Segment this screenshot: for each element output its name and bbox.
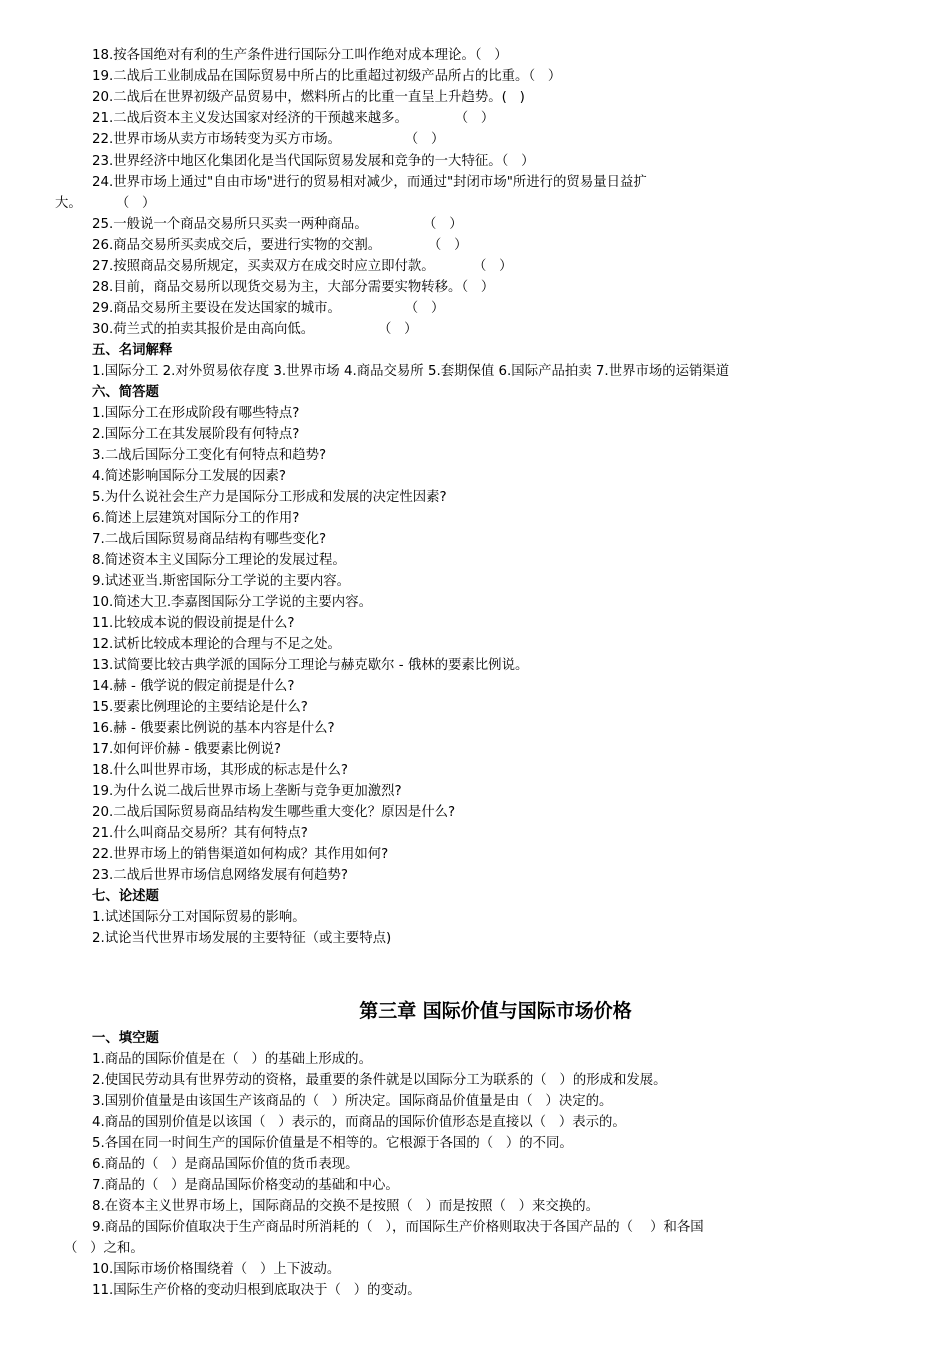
judgment-item-24-continuation: 大。 （ ） xyxy=(55,196,156,211)
judgment-item-25: 25.一般说一个商品交易所只买卖一两种商品。 （ ） xyxy=(92,217,463,232)
judgment-item-28: 28.目前，商品交易所以现货交易为主，大部分需要实物转移。（ ） xyxy=(92,280,495,295)
judgment-item-24: 24.世界市场上通过"自由市场"进行的贸易相对减少，而通过"封闭市场"所进行的贸易量日益扩 xyxy=(92,175,647,190)
section-heading-essay: 七、论述题 xyxy=(92,889,159,904)
fill-blank-item: 9.商品的国际价值取决于生产商品时所消耗的（ ），而国际生产价格则取决于各国产品的（ ）和各国 xyxy=(92,1220,704,1235)
judgment-item-22: 22.世界市场从卖方市场转变为买方市场。 （ ） xyxy=(92,132,445,147)
fill-blank-item: 7.商品的（ ）是商品国际价格变动的基础和中心。 xyxy=(92,1178,399,1193)
fill-blank-item: 2.使国民劳动具有世界劳动的资格，最重要的条件就是以国际分工为联系的（ ）的形成和发展。 xyxy=(92,1073,667,1088)
short-answer-question: 4.简述影响国际分工发展的因素? xyxy=(92,469,286,484)
short-answer-question: 20.二战后国际贸易商品结构发生哪些重大变化？原因是什么? xyxy=(92,805,456,820)
judgment-item-26: 26.商品交易所买卖成交后，要进行实物的交割。 （ ） xyxy=(92,238,468,253)
essay-question: 2.试论当代世界市场发展的主要特征（或主要特点) xyxy=(92,931,392,946)
judgment-item-18: 18.按各国绝对有利的生产条件进行国际分工叫作绝对成本理论。（ ） xyxy=(92,48,508,63)
short-answer-question: 14.赫 - 俄学说的假定前提是什么? xyxy=(92,679,295,694)
term-list: 1.国际分工 2.对外贸易依存度 3.世界市场 4.商品交易所 5.套期保值 6.国际产品拍卖 7.世界市场的运销渠道 xyxy=(92,364,730,379)
short-answer-question: 5.为什么说社会生产力是国际分工形成和发展的决定性因素? xyxy=(92,490,447,505)
fill-blank-item: 6.商品的（ ）是商品国际价值的货币表现。 xyxy=(92,1157,359,1172)
short-answer-question: 7.二战后国际贸易商品结构有哪些变化? xyxy=(92,532,327,547)
fill-blank-item: 10.国际市场价格围绕着（ ）上下波动。 xyxy=(92,1262,341,1277)
judgment-item-29: 29.商品交易所主要设在发达国家的城市。 （ ） xyxy=(92,301,445,316)
section-heading-short-answer: 六、简答题 xyxy=(92,385,159,400)
short-answer-question: 17.如何评价赫 - 俄要素比例说? xyxy=(92,742,282,757)
chapter-title: 第三章 国际价值与国际市场价格 xyxy=(359,1000,632,1022)
judgment-item-30: 30.荷兰式的拍卖其报价是由高向低。 （ ） xyxy=(92,322,418,337)
essay-question: 1.试述国际分工对国际贸易的影响。 xyxy=(92,910,306,925)
section-heading-terms: 五、名词解释 xyxy=(92,343,173,358)
judgment-item-21: 21.二战后资本主义发达国家对经济的干预越来越多。 （ ） xyxy=(92,111,495,126)
fill-blank-item: 5.各国在同一时间生产的国际价值量是不相等的。它根源于各国的（ ）的不同。 xyxy=(92,1136,573,1151)
fill-blank-item: 3.国别价值量是由该国生产该商品的（ ）所决定。国际商品价值量是由（ ）决定的。 xyxy=(92,1094,613,1109)
short-answer-question: 23.二战后世界市场信息网络发展有何趋势? xyxy=(92,868,349,883)
short-answer-question: 21.什么叫商品交易所？其有何特点? xyxy=(92,826,308,841)
short-answer-question: 6.简述上层建筑对国际分工的作用? xyxy=(92,511,300,526)
fill-blank-item: 11.国际生产价格的变动归根到底取决于（ ）的变动。 xyxy=(92,1283,421,1298)
fill-blank-item: 1.商品的国际价值是在（ ）的基础上形成的。 xyxy=(92,1052,372,1067)
fill-blank-item-9-continuation: （ ）之和。 xyxy=(64,1241,144,1256)
judgment-item-20: 20.二战后在世界初级产品贸易中，燃料所占的比重一直呈上升趋势。( ) xyxy=(92,90,525,105)
judgment-item-27: 27.按照商品交易所规定，买卖双方在成交时应立即付款。 （ ） xyxy=(92,259,513,274)
short-answer-question: 1.国际分工在形成阶段有哪些特点? xyxy=(92,406,300,421)
short-answer-question: 16.赫 - 俄要素比例说的基本内容是什么? xyxy=(92,721,335,736)
short-answer-question: 22.世界市场上的销售渠道如何构成？其作用如何? xyxy=(92,847,389,862)
fill-blank-item: 8.在资本主义世界市场上，国际商品的交换不是按照（ ）而是按照（ ）来交换的。 xyxy=(92,1199,599,1214)
fill-blank-item: 4.商品的国别价值是以该国（ ）表示的，而商品的国际价值形态是直接以（ ）表示的。 xyxy=(92,1115,626,1130)
judgment-item-23: 23.世界经济中地区化集团化是当代国际贸易发展和竞争的一大特征。（ ） xyxy=(92,154,535,169)
short-answer-question: 19.为什么说二战后世界市场上垄断与竞争更加激烈? xyxy=(92,784,402,799)
short-answer-question: 9.试述亚当.斯密国际分工学说的主要内容。 xyxy=(92,574,351,589)
short-answer-question: 13.试简要比较古典学派的国际分工理论与赫克歇尔 - 俄林的要素比例说。 xyxy=(92,658,529,673)
short-answer-question: 18.什么叫世界市场，其形成的标志是什么? xyxy=(92,763,349,778)
short-answer-question: 8.简述资本主义国际分工理论的发展过程。 xyxy=(92,553,346,568)
short-answer-question: 10.简述大卫.李嘉图国际分工学说的主要内容。 xyxy=(92,595,372,610)
short-answer-question: 15.要素比例理论的主要结论是什么? xyxy=(92,700,308,715)
judgment-item-19: 19.二战后工业制成品在国际贸易中所占的比重超过初级产品所占的比重。（ ） xyxy=(92,69,562,84)
section-heading-fill-blank: 一、填空题 xyxy=(92,1031,159,1046)
short-answer-question: 2.国际分工在其发展阶段有何特点? xyxy=(92,427,300,442)
short-answer-question: 12.试析比较成本理论的合理与不足之处。 xyxy=(92,637,341,652)
short-answer-question: 3.二战后国际分工变化有何特点和趋势? xyxy=(92,448,327,463)
short-answer-question: 11.比较成本说的假设前提是什么? xyxy=(92,616,295,631)
